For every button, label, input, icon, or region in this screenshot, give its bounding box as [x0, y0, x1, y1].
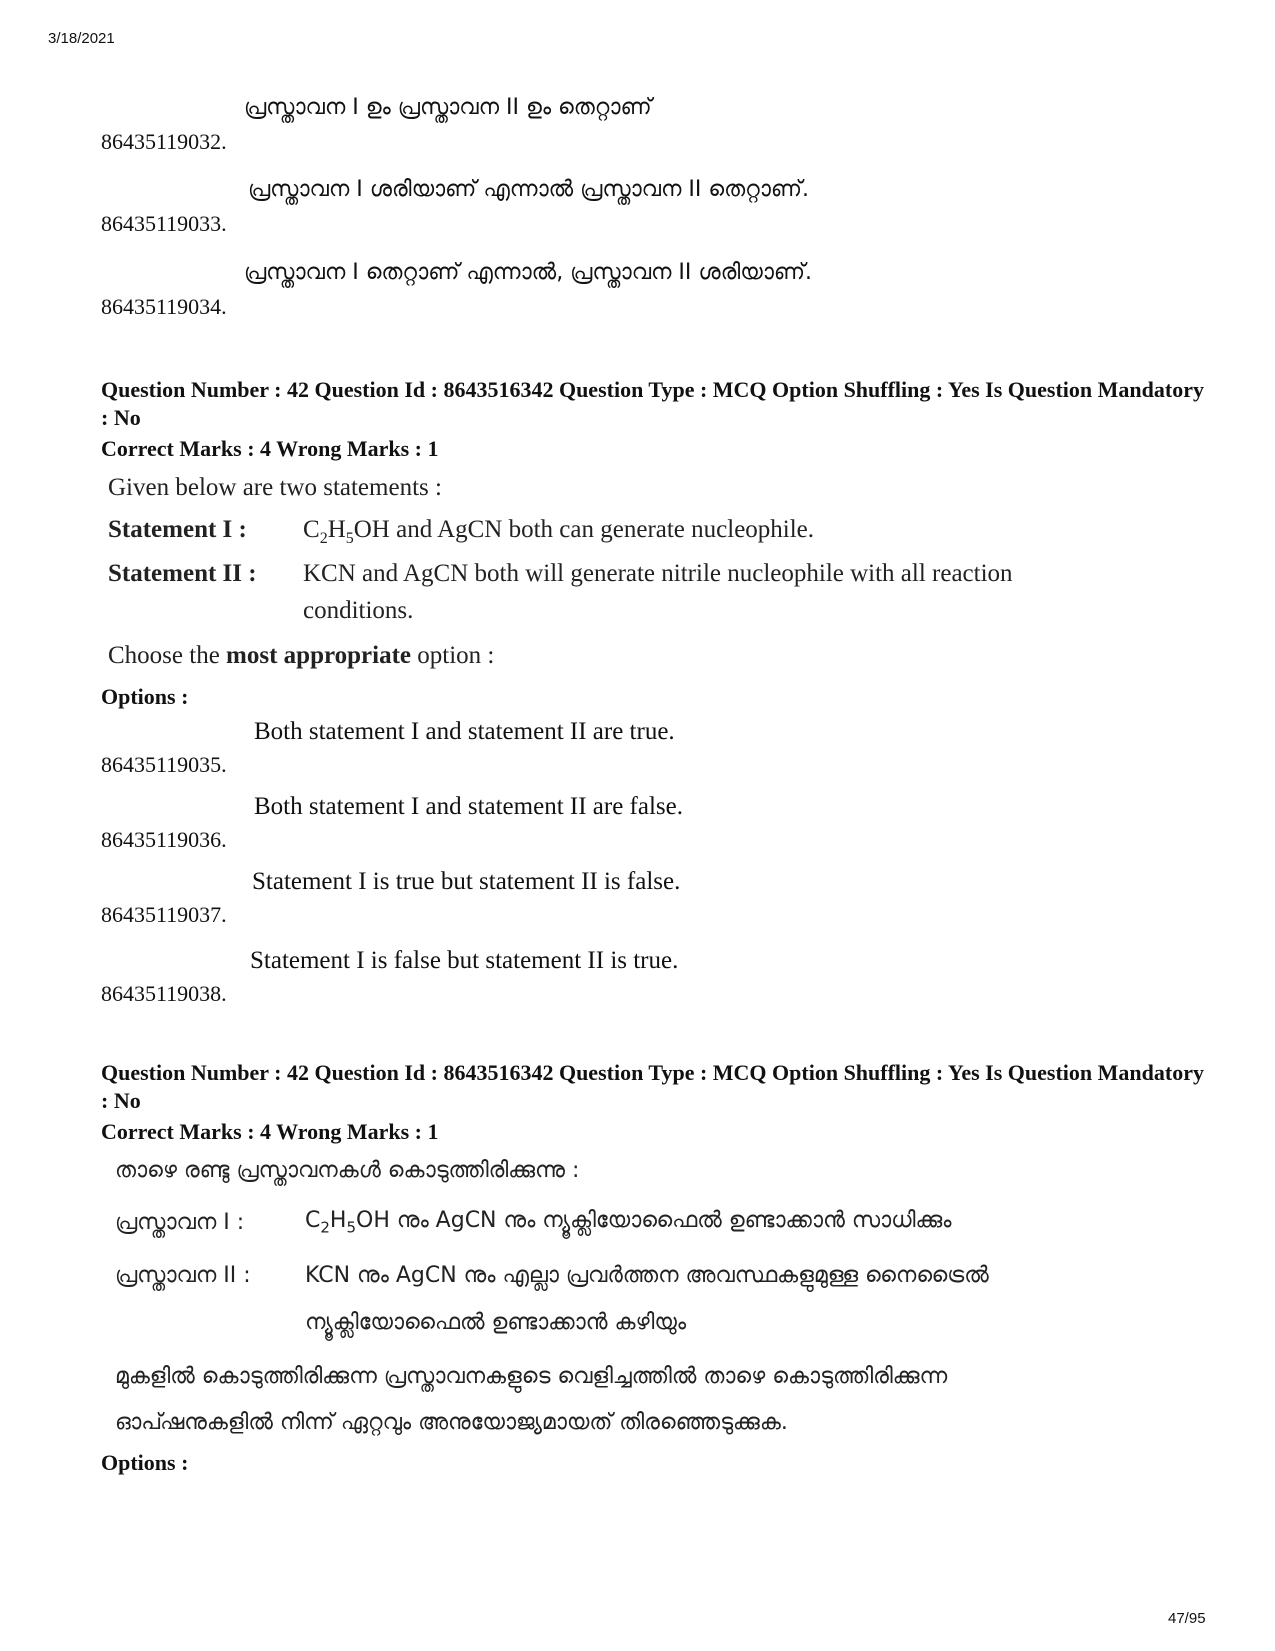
options-label: Options :: [101, 684, 189, 709]
option-row: [101, 260, 1201, 320]
statement-2-line-1: KCN നും AgCN നും എല്ലാ പ്രവർത്തന അവസ്ഥകളുമുള്ള നൈട്രൈൽ: [305, 1263, 989, 1288]
option-text: പ്രസ്താവന I തെറ്റാണ് എന്നാൽ, പ്രസ്താവന II ശരിയാണ്.: [244, 260, 812, 285]
option-row: [101, 793, 1201, 853]
option-id: 86435119033.: [101, 211, 227, 236]
option-text: Both statement I and statement II are true.: [254, 718, 675, 745]
option-row: [101, 947, 1201, 1007]
question-marks: Correct Marks : 4 Wrong Marks : 1: [101, 1119, 439, 1144]
option-text: Both statement I and statement II are false.: [254, 793, 684, 820]
statement-2-label: Statement II :: [108, 560, 257, 587]
option-id: 86435119037.: [101, 902, 227, 927]
option-id: 86435119032.: [101, 129, 227, 154]
statement-1-label: പ്രസ്താവന I :: [115, 1210, 245, 1235]
statement-2-label: പ്രസ്താവന II :: [115, 1263, 251, 1288]
question-intro: Given below are two statements :: [108, 474, 442, 501]
option-row: [101, 95, 1201, 155]
option-row: [101, 868, 1201, 928]
question-instruction: Choose the most appropriate option :: [108, 642, 495, 669]
option-id: 86435119034.: [101, 294, 227, 319]
statement-1-text: $C_2H_5OH$ and AgCN both can generate nucleophile.: [303, 516, 815, 547]
option-id: 86435119036.: [101, 827, 227, 852]
page-number: 47/95: [1168, 1610, 1206, 1627]
option-id: 86435119035.: [101, 752, 227, 777]
question-intro: താഴെ രണ്ടു പ്രസ്താവനകൾ കൊടുത്തിരിക്കുന്നു :: [115, 1158, 580, 1183]
statement-2-line-2: ന്യൂക്ലിയോഫൈൽ ഉണ്ടാക്കാൻ കഴിയും: [305, 1310, 687, 1335]
question-marks: Correct Marks : 4 Wrong Marks : 1: [101, 436, 439, 461]
question-instruction-line-1: മുകളിൽ കൊടുത്തിരിക്കുന്ന പ്രസ്താവനകളുടെ വെളിച്ചത്തിൽ താഴെ കൊടുത്തിരിക്കുന്ന: [115, 1364, 948, 1389]
option-row: [101, 177, 1201, 237]
question-instruction-line-2: ഓപ്ഷനുകളിൽ നിന്ന് ഏറ്റവും അനുയോജ്യമായത് തിരഞ്ഞെടുക്കുക.: [115, 1410, 788, 1435]
question-header: Question Number : 42 Question Id : 8643516342 Question Type : MCQ Option Shuffling : Yes Is Question Mandatory : No: [101, 377, 1204, 430]
option-id: 86435119038.: [101, 981, 227, 1006]
statement-2-line-2: conditions.: [303, 597, 414, 624]
option-row: [101, 718, 1201, 778]
options-label: Options :: [101, 1450, 189, 1475]
option-text: Statement I is true but statement II is false.: [252, 868, 681, 895]
question-header: Question Number : 42 Question Id : 8643516342 Question Type : MCQ Option Shuffling : Yes Is Question Mandatory : No: [101, 1060, 1204, 1113]
option-text: പ്രസ്താവന I ശരിയാണ് എന്നാൽ പ്രസ്താവന II തെറ്റാണ്.: [248, 177, 809, 202]
statement-2-line-1: KCN and AgCN both will generate nitrile nucleophile with all reaction: [303, 560, 1013, 587]
option-text: Statement I is false but statement II is true.: [250, 947, 679, 974]
statement-1-label: Statement I :: [108, 516, 247, 543]
statement-1-text: $C_2H_5OH$ നും AgCN നും ന്യൂക്ലിയോഫൈൽ ഉണ്ടാക്കാൻ സാധിക്കും: [305, 1208, 952, 1237]
print-date: 3/18/2021: [48, 30, 115, 47]
option-text: പ്രസ്താവന I ഉം പ്രസ്താവന II ഉം തെറ്റാണ്: [244, 95, 652, 120]
